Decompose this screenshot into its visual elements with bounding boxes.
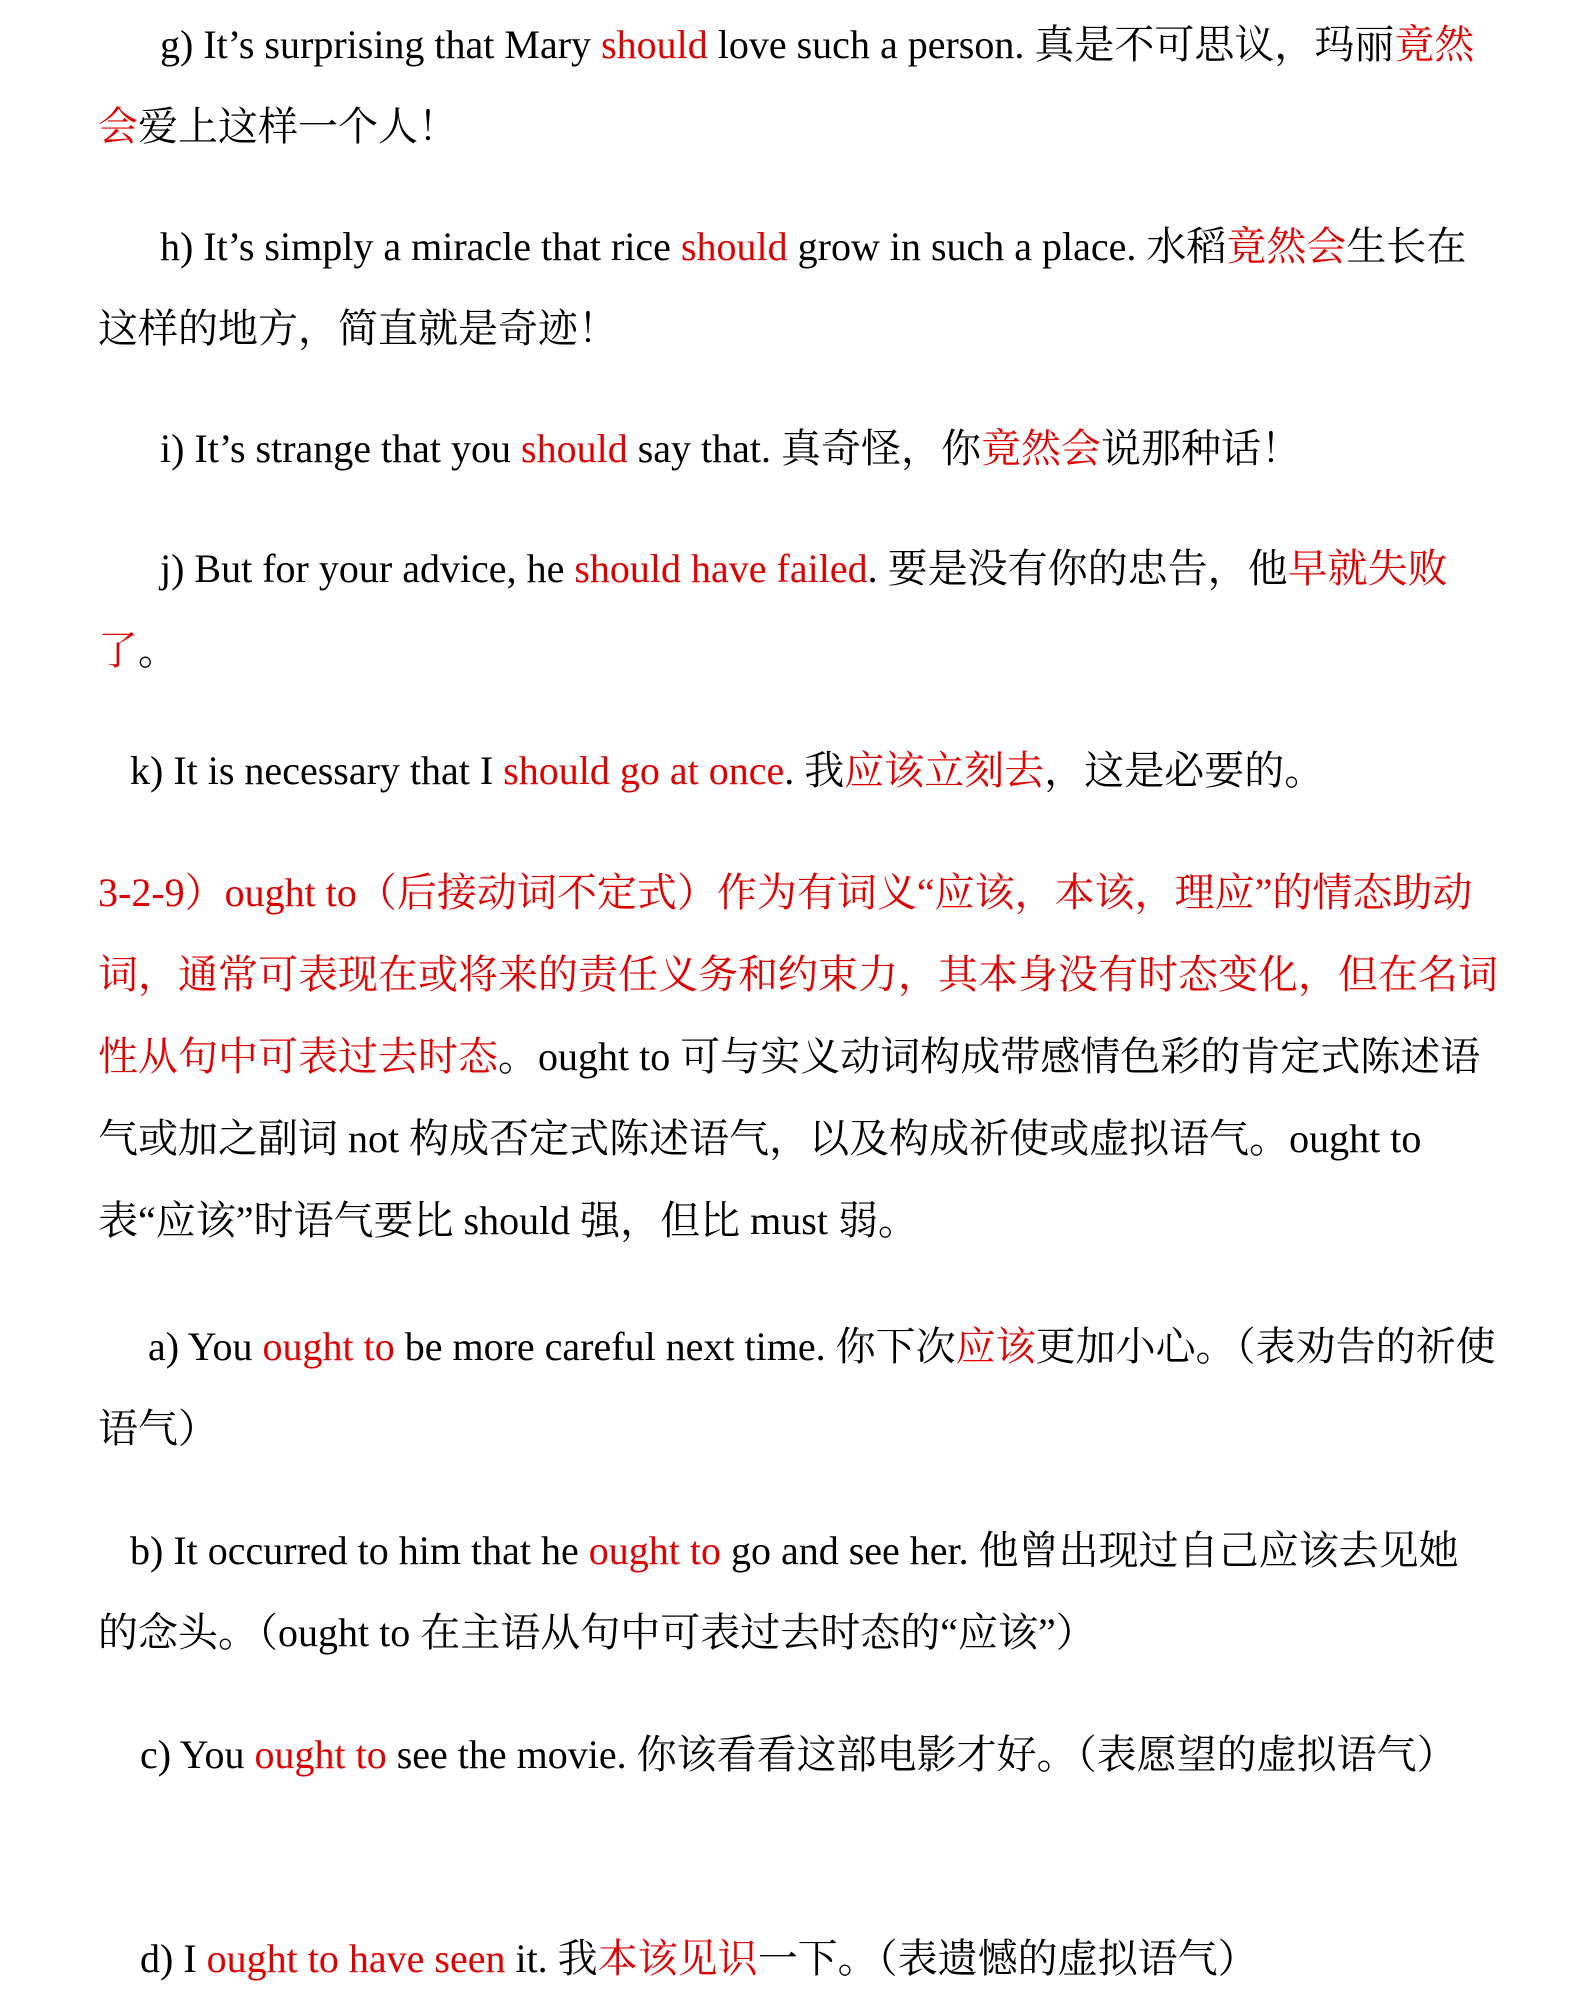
body-text: . 要是没有你的忠告，他 xyxy=(867,546,1288,591)
example-c xyxy=(98,1714,1498,1796)
highlighted-text: 本该见识 xyxy=(597,1936,758,1981)
body-text: . 我 xyxy=(784,748,845,793)
highlighted-text: 3-2-9）ought to（后接动词不定式）作为有词义“应该，本该，理应”的情态助动词，通常可表现在或将来的责任义务和约束力，其本身没有时态变化，但在名词性从句中可表过去时态 xyxy=(98,870,1498,1079)
body-text: love such a person. 真是不可思议，玛丽 xyxy=(707,22,1395,67)
highlighted-text: should have failed xyxy=(574,546,868,591)
example-g xyxy=(98,4,1498,168)
body-text: k) It is necessary that I xyxy=(130,748,504,793)
body-text: 一下。（表遗憾的虚拟语气） xyxy=(757,1936,1258,1981)
body-text: 生长在这样的地方，简直就是奇迹！ xyxy=(98,224,1467,351)
example-a xyxy=(98,1306,1498,1470)
highlighted-text: 竟然会 xyxy=(1226,224,1347,269)
highlighted-text: 早就失败了 xyxy=(98,546,1448,673)
highlighted-text: 竟然会 xyxy=(981,426,1102,471)
body-text: c) You xyxy=(140,1732,255,1777)
example-j xyxy=(98,528,1498,692)
highlighted-text: ought to have seen xyxy=(206,1936,506,1981)
highlighted-text: ought to xyxy=(262,1324,395,1369)
body-text: see the movie. 你该看看这部电影才好。（表愿望的虚拟语气） xyxy=(386,1732,1457,1777)
example-h xyxy=(98,206,1498,370)
highlighted-text: should xyxy=(521,426,628,471)
highlighted-text: ought to xyxy=(254,1732,387,1777)
example-b xyxy=(98,1510,1498,1674)
highlighted-text: 应该 xyxy=(955,1324,1036,1369)
section-3-2-9-paragraph xyxy=(98,852,1498,1262)
body-text: h) It’s simply a miracle that rice xyxy=(160,224,681,269)
highlighted-text: should xyxy=(680,224,788,269)
body-text: b) It occurred to him that he xyxy=(130,1528,589,1573)
body-text: be more careful next time. 你下次 xyxy=(394,1324,956,1369)
body-text: it. 我 xyxy=(505,1936,598,1981)
highlighted-text: 竟然会 xyxy=(98,22,1475,149)
body-text: say that. 真奇怪，你 xyxy=(627,426,982,471)
body-text: g) It’s surprising that Mary xyxy=(160,22,602,67)
body-text: 说那种话！ xyxy=(1101,426,1302,471)
example-i xyxy=(98,408,1498,490)
example-d xyxy=(98,1918,1498,2000)
body-text: 爱上这样一个人！ xyxy=(138,104,458,149)
highlighted-text: should go at once xyxy=(503,748,785,793)
highlighted-text: should xyxy=(601,22,708,67)
body-text: 更加小心。（表劝告的祈使语气） xyxy=(98,1324,1496,1451)
body-text: a) You xyxy=(148,1324,263,1369)
body-text: ，这是必要的。 xyxy=(1044,748,1325,793)
highlighted-text: ought to xyxy=(588,1528,721,1573)
highlighted-text: 应该立刻去 xyxy=(844,748,1045,793)
body-text: j) But for your advice, he xyxy=(160,546,575,591)
body-text: 。 xyxy=(138,628,178,673)
body-text: 。ought to 可与实义动词构成带感情色彩的肯定式陈述语气或加之副词 not 构成否定式陈述语气，以及构成祈使或虚拟语气。ought to 表“应该”时语气要比 should 强，但比 must 弱。 xyxy=(98,1034,1481,1243)
body-text: grow in such a place. 水稻 xyxy=(787,224,1227,269)
body-text: i) It’s strange that you xyxy=(160,426,522,471)
body-text: d) I xyxy=(140,1936,207,1981)
example-k xyxy=(98,730,1498,812)
body-text: go and see her. 他曾出现过自己应该去见她的念头。（ought to 在主语从句中可表过去时态的“应该”） xyxy=(98,1528,1459,1655)
